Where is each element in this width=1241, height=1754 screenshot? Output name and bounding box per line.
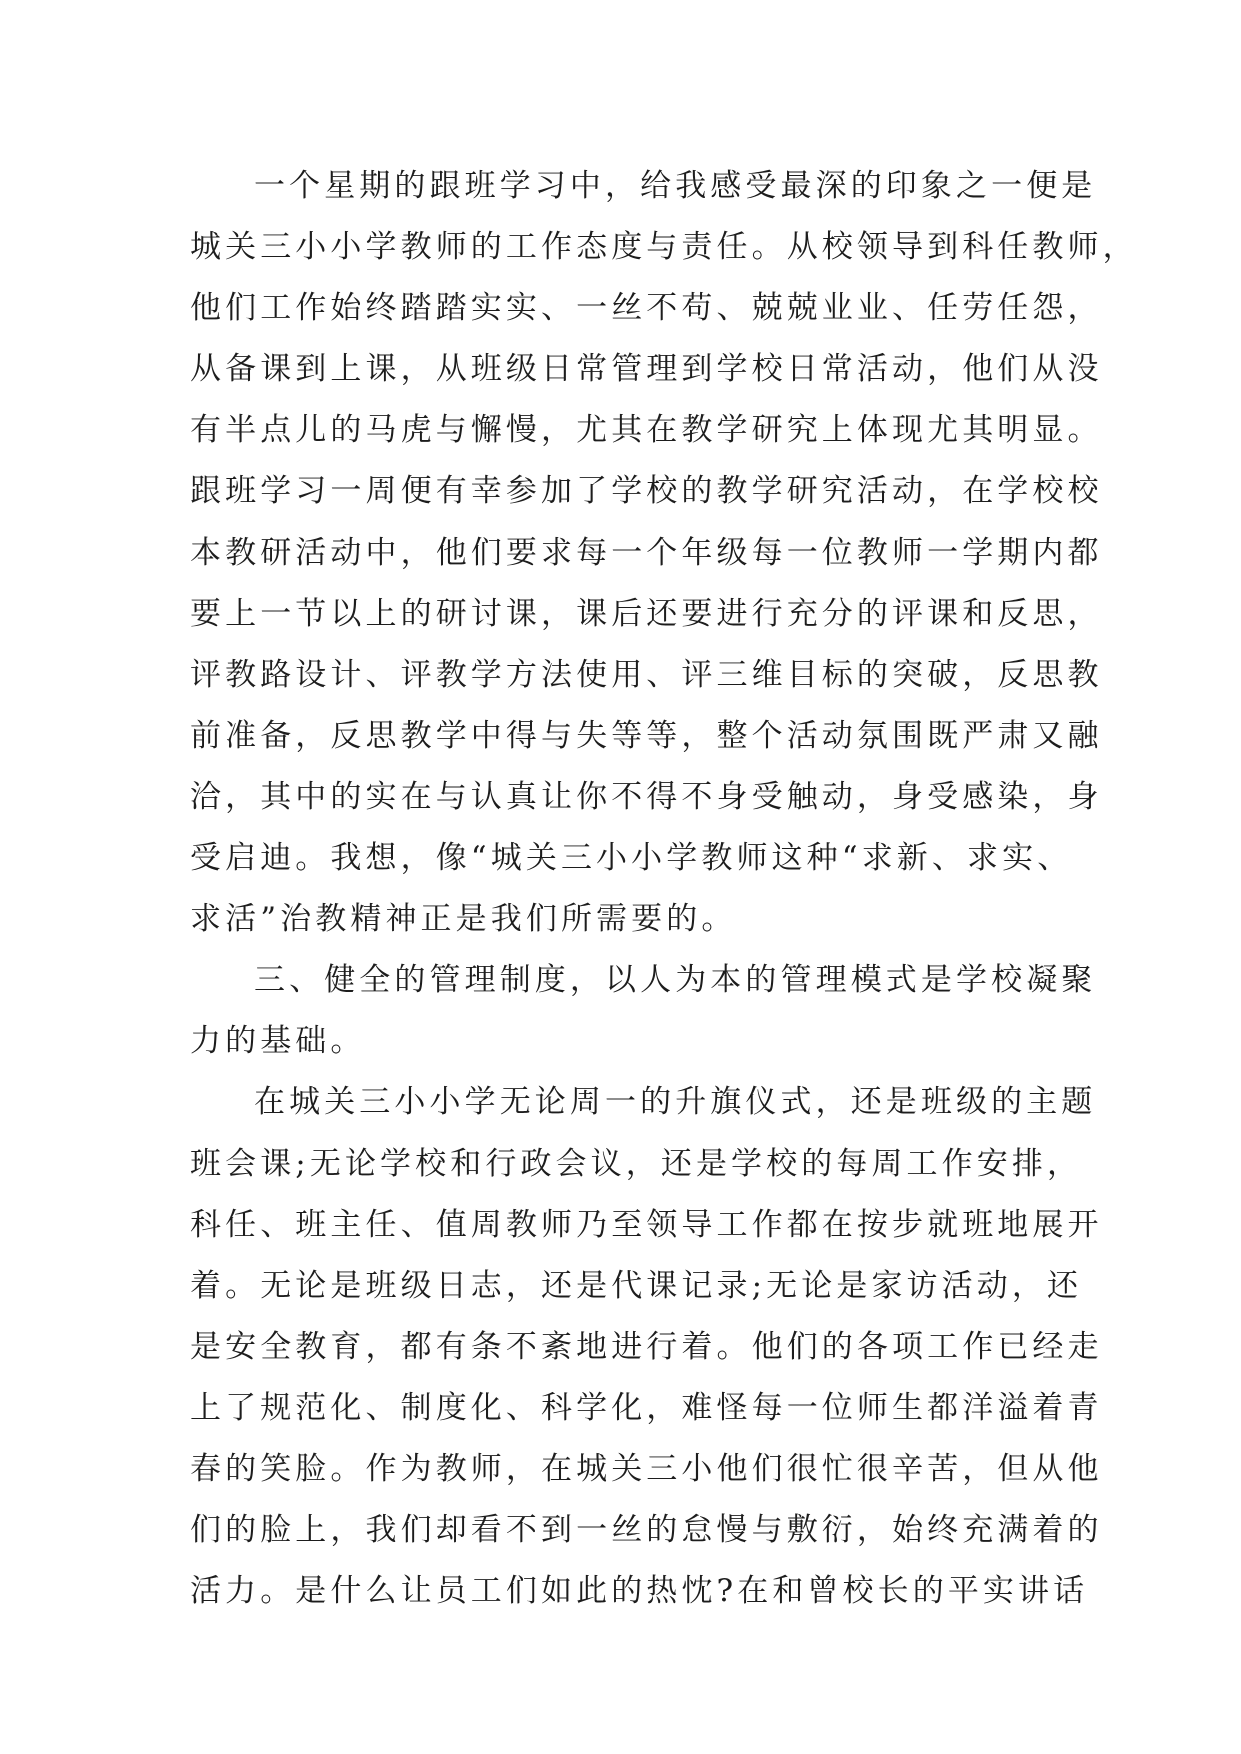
paragraph-line: 前准备，反思教学中得与失等等，整个活动氛围既严肃又融	[190, 717, 1103, 754]
paragraph-line: 上了规范化、制度化、科学化，难怪每一位师生都洋溢着青	[190, 1389, 1103, 1426]
paragraph-line: 科任、班主任、值周教师乃至领导工作都在按步就班地展开	[190, 1206, 1103, 1243]
section-heading-line: 力的基础。	[190, 1023, 366, 1060]
paragraph-line: 城关三小小学教师的工作态度与责任。从校领导到科任教师，	[190, 229, 1138, 266]
paragraph-line: 们的脸上，我们却看不到一丝的怠慢与敷衍，始终充满着的	[190, 1512, 1103, 1549]
document-body	[190, 156, 1138, 1622]
paragraph-line: 在城关三小小学无论周一的升旗仪式，还是班级的主题	[254, 1084, 1097, 1121]
paragraph-line: 评教路设计、评教学方法使用、评三维目标的突破，反思教	[190, 656, 1103, 693]
paragraph-line: 班会课;无论学校和行政会议，还是学校的每周工作安排，	[190, 1145, 1083, 1182]
paragraph-line: 要上一节以上的研讨课，课后还要进行充分的评课和反思，	[190, 595, 1103, 632]
paragraph-line: 春的笑脸。作为教师，在城关三小他们很忙很辛苦，但从他	[190, 1450, 1103, 1487]
paragraph-line: 跟班学习一周便有幸参加了学校的教学研究活动，在学校校	[190, 473, 1103, 510]
paragraph-line: 求活”治教精神正是我们所需要的。	[190, 901, 737, 938]
paragraph-line: 一个星期的跟班学习中，给我感受最深的印象之一便是	[254, 168, 1097, 204]
section-heading-line: 三、健全的管理制度，以人为本的管理模式是学校凝聚	[254, 962, 1097, 999]
paragraph-line: 从备课到上课，从班级日常管理到学校日常活动，他们从没	[190, 351, 1103, 388]
paragraph-line: 有半点儿的马虎与懈慢，尤其在教学研究上体现尤其明显。	[190, 412, 1103, 449]
paragraph-line: 是安全教育，都有条不紊地进行着。他们的各项工作已经走	[190, 1328, 1103, 1365]
paragraph-line: 着。无论是班级日志，还是代课记录;无论是家访活动，还	[190, 1267, 1083, 1304]
paragraph-line: 洽，其中的实在与认真让你不得不身受触动，身受感染，身	[190, 778, 1103, 815]
paragraph-line: 他们工作始终踏踏实实、一丝不苟、兢兢业业、任劳任怨，	[190, 290, 1103, 327]
paragraph-line: 本教研活动中，他们要求每一个年级每一位教师一学期内都	[190, 534, 1103, 571]
paragraph-line: 活力。是什么让员工们如此的热忱?在和曾校长的平实讲话	[190, 1573, 1089, 1610]
paragraph-line: 受启迪。我想，像“城关三小小学教师这种“求新、求实、	[190, 840, 1073, 877]
